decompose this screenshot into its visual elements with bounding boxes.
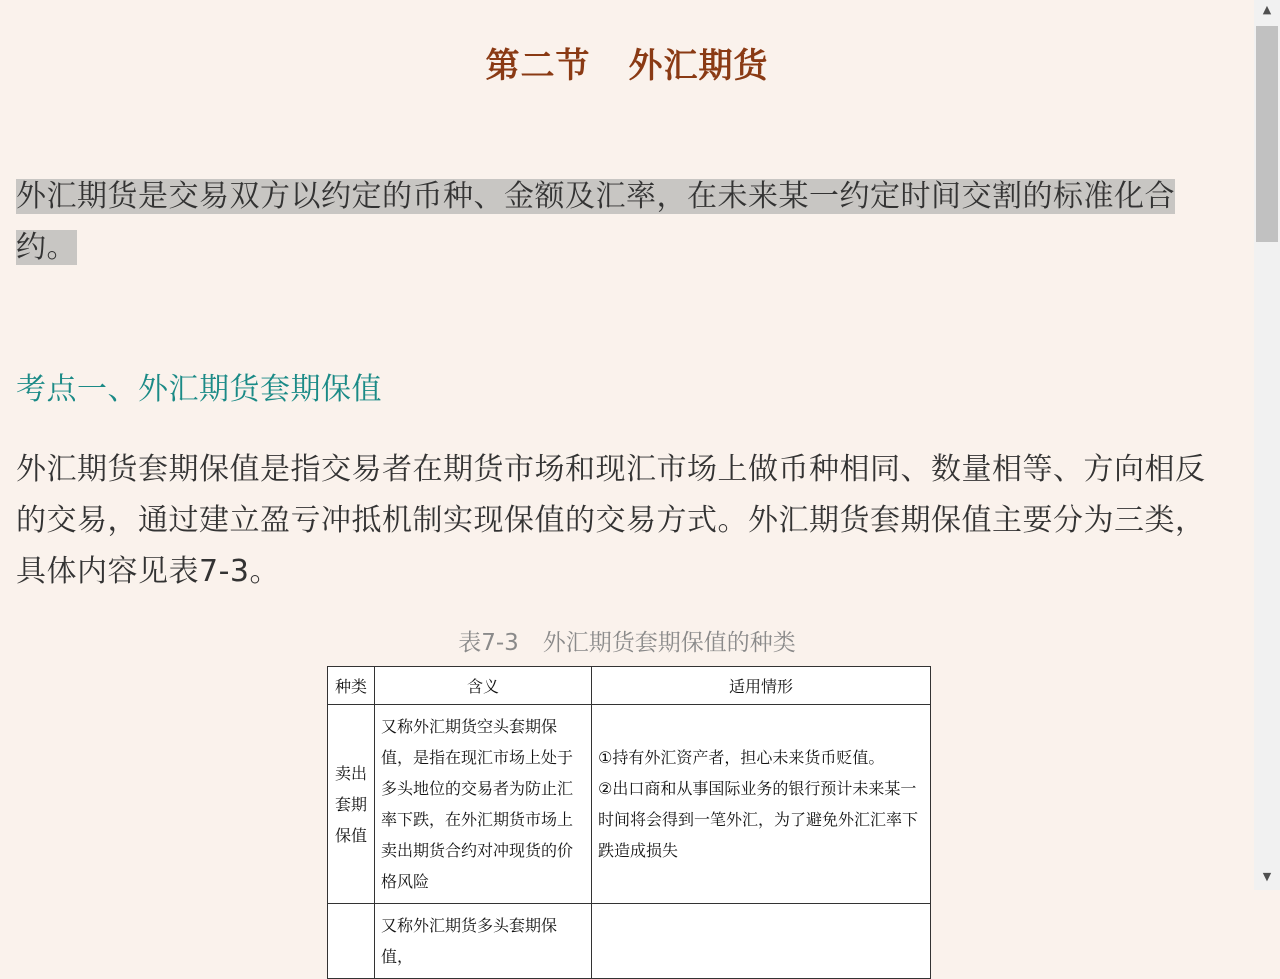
chapter-name: 外汇期货 xyxy=(628,46,769,86)
situation-cell xyxy=(592,904,931,979)
header-meaning: 含义 xyxy=(375,667,592,705)
kind-cell xyxy=(328,705,375,904)
situation-item: ①持有外汇资产者，担心未来货币贬值。 xyxy=(598,748,885,767)
table-caption-number: 表7-3 xyxy=(458,630,519,656)
chapter-number: 第二节 xyxy=(485,46,591,86)
scroll-up-arrow-icon[interactable]: ▲ xyxy=(1262,3,1272,16)
kind-line: 保值 xyxy=(334,825,367,845)
section-heading: 考点一、外汇期货套期保值 xyxy=(16,372,382,407)
table-row xyxy=(328,705,931,904)
table-header-row xyxy=(328,667,931,705)
scroll-down-arrow-icon[interactable]: ▼ xyxy=(1262,870,1272,883)
section-body-paragraph: 外汇期货套期保值是指交易者在期货市场和现汇市场上做币种相同、数量相等、方向相反的交易，通过建立盈亏冲抵机制实现保值的交易方式。外汇期货套期保值主要分为三类，具体内容见表7-3。 xyxy=(16,452,1206,589)
header-situation: 适用情形 xyxy=(592,667,931,705)
vertical-scrollbar[interactable] xyxy=(1254,0,1280,890)
kind-cell xyxy=(328,904,375,979)
kind-line: 卖出 xyxy=(334,763,367,783)
highlighted-definition: 外汇期货是交易双方以约定的币种、金额及汇率，在未来某一约定时间交割的标准化合约。 xyxy=(16,179,1175,265)
situation-cell xyxy=(592,705,931,904)
header-kind: 种类 xyxy=(328,667,375,705)
table-caption xyxy=(0,624,1254,657)
chapter-title xyxy=(0,38,1254,87)
situation-item: ②出口商和从事国际业务的银行预计未来某一时间将会得到一笔外汇，为了避免外汇汇率下跌造成损失 xyxy=(598,779,919,860)
scrollbar-thumb[interactable] xyxy=(1256,26,1278,242)
hedging-types-table xyxy=(327,666,931,979)
meaning-cell: 又称外汇期货多头套期保值， xyxy=(375,904,592,979)
table-caption-title: 外汇期货套期保值的种类 xyxy=(542,630,796,656)
kind-line: 套期 xyxy=(334,794,367,814)
table-row xyxy=(328,904,931,979)
meaning-cell: 又称外汇期货空头套期保值，是指在现汇市场上处于多头地位的交易者为防止汇率下跌，在外汇期货市场上卖出期货合约对冲现货的价格风险 xyxy=(375,705,592,904)
intro-paragraph xyxy=(16,171,1232,273)
